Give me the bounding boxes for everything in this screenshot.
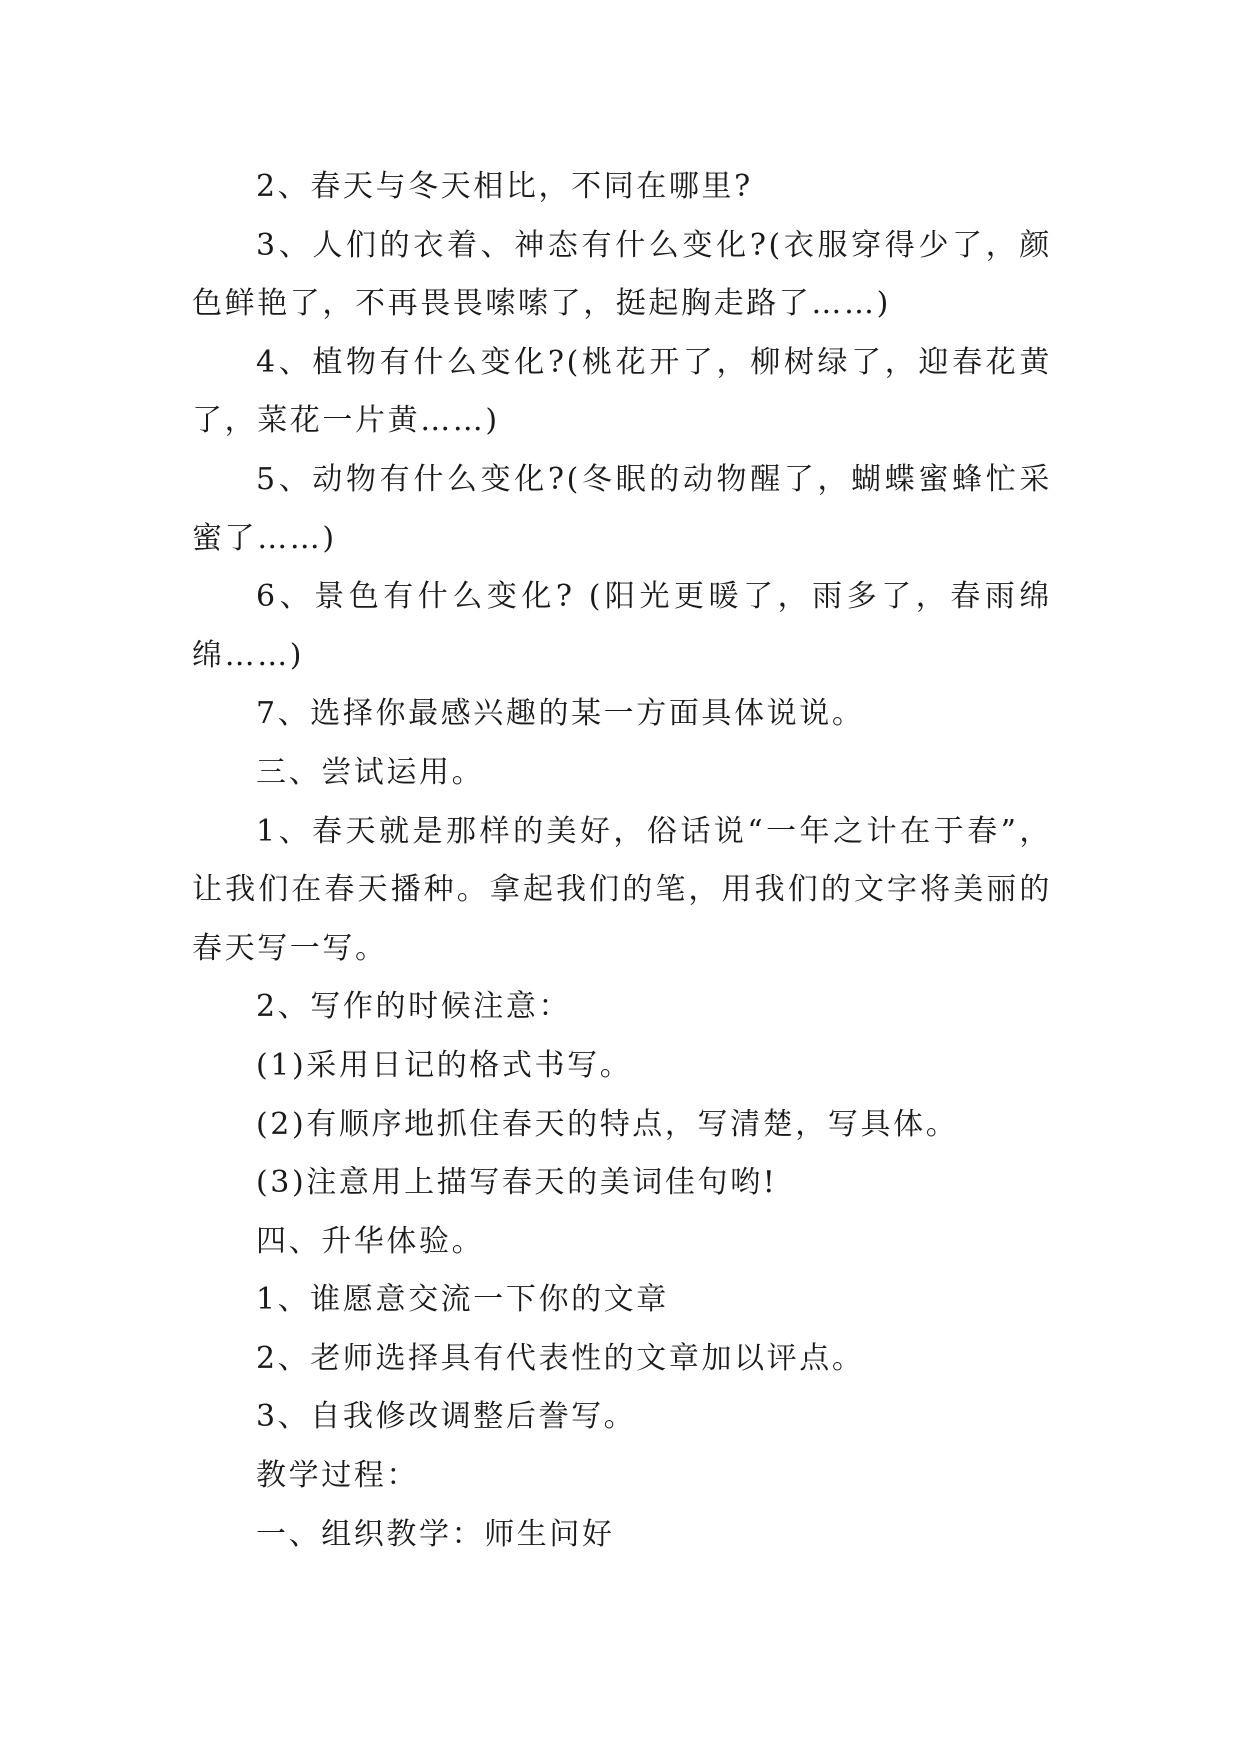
paragraph: 6、景色有什么变化? (阳光更暖了，雨多了，春雨绵绵……) <box>192 579 1052 673</box>
list-item: (1)采用日记的格式书写。 <box>256 1047 633 1083</box>
section-heading: 教学过程： <box>256 1458 419 1494</box>
paragraph: 2、写作的时候注意： <box>256 989 572 1025</box>
list-item: (2)有顺序地抓住春天的特点，写清楚，写具体。 <box>256 1106 959 1142</box>
paragraph: 7、选择你最感兴趣的某一方面具体说说。 <box>256 696 865 732</box>
document-body <box>192 158 1052 1564</box>
section-heading: 四、升华体验。 <box>256 1223 485 1259</box>
paragraph: 5、动物有什么变化?(冬眠的动物醒了，蝴蝶蜜蜂忙采蜜了……) <box>192 461 1052 556</box>
paragraph: 1、春天就是那样的美好，俗话说“一年之计在于春”，让我们在春天播种。拿起我们的笔，用我们的文字将美丽的春天写一写。 <box>192 813 1052 966</box>
paragraph: 3、人们的衣着、神态有什么变化?(衣服穿得少了，颜色鲜艳了，不再畏畏嗦嗦了，挺起胸走路了……) <box>192 227 1052 322</box>
paragraph: 3、自我修改调整后誊写。 <box>256 1399 637 1435</box>
paragraph: 2、老师选择具有代表性的文章加以评点。 <box>256 1340 865 1376</box>
paragraph: 4、植物有什么变化?(桃花开了，柳树绿了，迎春花黄了，菜花一片黄……) <box>192 344 1052 439</box>
section-heading: 三、尝试运用。 <box>256 754 485 790</box>
paragraph: 2、春天与冬天相比，不同在哪里? <box>256 169 753 204</box>
paragraph: 一、组织教学：师生问好 <box>256 1516 615 1552</box>
paragraph: 1、谁愿意交流一下你的文章 <box>256 1282 669 1318</box>
list-item: (3)注意用上描写春天的美词佳句哟! <box>256 1165 778 1201</box>
